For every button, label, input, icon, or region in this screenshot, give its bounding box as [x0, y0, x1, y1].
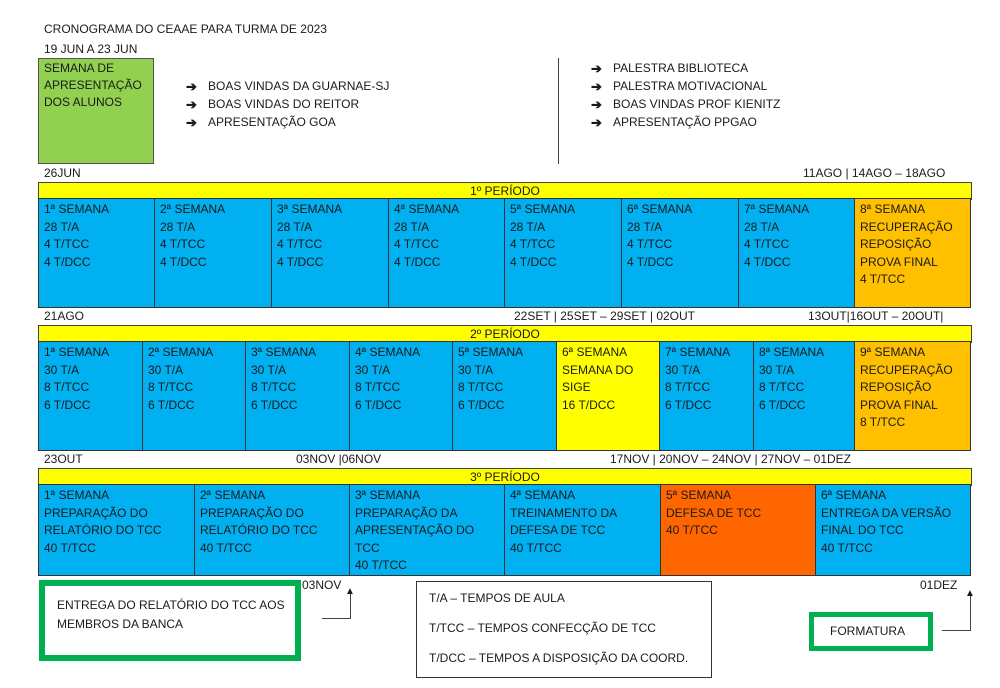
p2-week-cell — [659, 341, 754, 451]
footer-date-01dez: 01DEZ — [920, 578, 958, 592]
week-cell-line: 4 T/DCC — [44, 254, 91, 269]
legend-item: T/DCC – TEMPOS A DISPOSIÇÃO DA COORD. — [429, 651, 689, 665]
legend-item: T/A – TEMPOS DE AULA — [429, 591, 565, 605]
week-cell-line: 30 T/A — [355, 362, 391, 377]
week-cell-line: 8 T/TCC — [251, 380, 297, 394]
week-cell-line: 7ª SEMANA — [744, 202, 810, 216]
p3-mid-dates: 03NOV |06NOV — [296, 452, 382, 466]
list-item: ➔ PALESTRA BIBLIOTECA — [591, 60, 749, 76]
p3-end-dates: 17NOV | 20NOV – 24NOV | 27NOV – 01DEZ — [610, 452, 852, 466]
week-cell-line: RECUPERAÇÃO — [860, 219, 953, 234]
list-item: ➔ BOAS VINDAS DA GUARNAE-SJ — [186, 78, 390, 94]
week-cell-line: 6 T/DCC — [44, 397, 91, 412]
week-cell-line: 8ª SEMANA — [759, 345, 825, 359]
p2-end-dates: 13OUT|16OUT – 20OUT| — [808, 309, 944, 323]
p2-week-cell — [452, 341, 557, 451]
list-item: ➔ BOAS VINDAS DO REITOR — [186, 96, 360, 112]
formatura-box — [809, 612, 933, 651]
week-cell-line: 4 T/DCC — [510, 254, 557, 269]
p2-week-cell — [38, 341, 143, 451]
week-cell-line: DEFESA DE TCC — [510, 523, 606, 537]
p2-start-date: 21AGO — [44, 309, 85, 323]
header-divider — [558, 58, 559, 164]
entrega-line: MEMBROS DA BANCA — [57, 617, 184, 631]
legend-box — [416, 581, 712, 678]
week-cell-line: PREPARAÇÃO DA — [355, 505, 458, 520]
week-cell-line: 5ª SEMANA — [458, 345, 524, 359]
week-cell-line: FINAL DO TCC — [821, 523, 904, 537]
connector-line — [322, 618, 351, 619]
entrega-box — [39, 580, 301, 661]
week-cell-line: 4 T/TCC — [394, 237, 440, 251]
arrow-right-icon: ➔ — [186, 78, 197, 94]
arrow-up-icon: ▲ — [965, 588, 975, 599]
week-cell-line: PROVA FINAL — [860, 254, 938, 269]
arrow-right-icon: ➔ — [591, 96, 602, 112]
week-cell-line: TCC — [355, 540, 380, 555]
presentation-line: SEMANA DE — [44, 61, 115, 75]
week-cell-line: 4ª SEMANA — [510, 488, 576, 502]
week-cell-line: 4 T/TCC — [160, 237, 206, 251]
week-cell-line: REPOSIÇÃO — [860, 380, 932, 394]
week-cell-line: 3ª SEMANA — [277, 202, 343, 216]
lectures-list — [591, 59, 780, 131]
legend-item: T/TCC – TEMPOS CONFECÇÃO DE TCC — [429, 621, 656, 635]
entrega-line: ENTREGA DO RELATÓRIO DO TCC AOS — [57, 598, 285, 612]
week-cell-line: 8 T/TCC — [759, 380, 805, 394]
p3-week-cell — [660, 484, 816, 576]
week-cell-line: 8 T/TCC — [860, 415, 906, 429]
week-cell-line: RELATÓRIO DO TCC — [200, 523, 318, 537]
week-cell-line: 28 T/A — [394, 219, 430, 234]
week-cell-line: 4 T/DCC — [394, 254, 441, 269]
week-cell-line: 40 T/TCC — [510, 540, 562, 555]
week-cell-line: 1ª SEMANA — [44, 202, 110, 216]
week-cell-line: 1ª SEMANA — [44, 488, 110, 502]
p2-mid-dates: 22SET | 25SET – 29SET | 02OUT — [514, 309, 695, 323]
arrow-right-icon: ➔ — [591, 78, 602, 94]
week-cell-line: 4 T/TCC — [277, 237, 323, 251]
week-cell-line: PROVA FINAL — [860, 397, 938, 412]
week-cell-line: 28 T/A — [510, 219, 546, 234]
week-cell-line: 30 T/A — [251, 362, 287, 377]
p2-week-cell — [854, 341, 971, 451]
week-cell-line: 8 T/TCC — [458, 380, 504, 394]
week-cell-line: 4 T/TCC — [627, 237, 673, 251]
week-cell-line: 9ª SEMANA — [860, 345, 926, 359]
week-cell-line: 2ª SEMANA — [200, 488, 266, 502]
p2-week-cell — [753, 341, 855, 451]
connector-line — [942, 630, 971, 631]
week-cell-line: 4 T/DCC — [744, 254, 791, 269]
p3-week-cell — [38, 484, 195, 576]
p1-week-cell — [271, 198, 389, 308]
week-cell-line: 6 T/DCC — [665, 397, 712, 412]
week-cell-line: 8ª SEMANA — [860, 202, 926, 216]
week-cell-line: APRESENTAÇÃO DO — [355, 523, 475, 537]
week-cell-line: TREINAMENTO DA — [510, 505, 618, 520]
week-cell-line: 4 T/DCC — [160, 254, 207, 269]
presentation-line: DOS ALUNOS — [44, 95, 123, 109]
document-title: CRONOGRAMA DO CEAAE PARA TURMA DE 2023 — [44, 22, 327, 36]
p1-week-cell — [388, 198, 505, 308]
period-1-title: 1º PERÍODO — [38, 182, 972, 200]
week-cell-line: 3ª SEMANA — [355, 488, 421, 502]
p3-start-date: 23OUT — [44, 452, 83, 466]
week-cell-line: 30 T/A — [458, 362, 494, 377]
p1-week-cell — [38, 198, 155, 308]
week-cell-line: 7ª SEMANA — [665, 345, 731, 359]
week-cell-line: 6ª SEMANA — [562, 345, 628, 359]
week-cell-line: 28 T/A — [627, 219, 663, 234]
p2-week-cell — [245, 341, 350, 451]
week-cell-line: 6 T/DCC — [355, 397, 402, 412]
list-item: ➔ APRESENTAÇÃO GOA — [186, 114, 336, 130]
p3-week-cell — [194, 484, 350, 576]
week-cell-line: ENTREGA DA VERSÃO — [821, 505, 952, 520]
week-cell-line: 8 T/TCC — [148, 380, 194, 394]
week-cell-line: 40 T/TCC — [355, 558, 407, 572]
footer-date-03nov: 03NOV — [302, 578, 342, 592]
week-cell-line: 40 T/TCC — [821, 540, 873, 555]
week-cell-line: 6ª SEMANA — [627, 202, 693, 216]
week-cell-line: PREPARAÇÃO DO — [44, 505, 148, 520]
week-cell-line: 4 T/TCC — [860, 272, 906, 286]
intro-dates: 19 JUN A 23 JUN — [44, 42, 138, 56]
week-cell-line: 6 T/DCC — [759, 397, 806, 412]
presentation-week-box — [38, 58, 154, 164]
week-cell-line: 4 T/TCC — [510, 237, 556, 251]
week-cell-line: 6 T/DCC — [148, 397, 195, 412]
arrow-up-icon: ▲ — [345, 586, 355, 597]
week-cell-line: 28 T/A — [44, 219, 80, 234]
week-cell-line: 40 T/TCC — [200, 540, 252, 555]
p1-end-dates: 11AGO | 14AGO – 18AGO — [803, 166, 946, 180]
week-cell-line: 6 T/DCC — [251, 397, 298, 412]
week-cell-line: 5ª SEMANA — [510, 202, 576, 216]
week-cell-line: 5ª SEMANA — [666, 488, 732, 502]
week-cell-line: 6ª SEMANA — [821, 488, 887, 502]
p1-week-cell — [738, 198, 855, 308]
p3-week-cell — [504, 484, 661, 576]
formatura-label: FORMATURA — [830, 624, 906, 638]
list-item: ➔ APRESENTAÇÃO PPGAO — [591, 114, 757, 130]
week-cell-line: 4 T/TCC — [744, 237, 790, 251]
arrow-right-icon: ➔ — [591, 60, 602, 76]
week-cell-line: 40 T/TCC — [666, 523, 718, 537]
week-cell-line: 6 T/DCC — [458, 397, 505, 412]
week-cell-line: 28 T/A — [160, 219, 196, 234]
p3-week-cell — [349, 484, 505, 576]
week-cell-line: 30 T/A — [148, 362, 184, 377]
arrow-right-icon: ➔ — [186, 114, 197, 130]
welcome-list — [186, 77, 389, 131]
p1-week-cell — [854, 198, 971, 308]
list-item: ➔ BOAS VINDAS PROF KIENITZ — [591, 96, 781, 112]
week-cell-line: 30 T/A — [665, 362, 701, 377]
week-cell-line: 28 T/A — [277, 219, 313, 234]
p1-week-cell — [154, 198, 272, 308]
p3-week-cell — [815, 484, 971, 576]
week-cell-line: 30 T/A — [44, 362, 80, 377]
week-cell-line: 8 T/TCC — [665, 380, 711, 394]
week-cell-line: 40 T/TCC — [44, 540, 96, 555]
week-cell-line: 28 T/A — [744, 219, 780, 234]
week-cell-line: REPOSIÇÃO — [860, 237, 932, 251]
week-cell-line: 30 T/A — [759, 362, 795, 377]
week-cell-line: 8 T/TCC — [355, 380, 401, 394]
week-cell-line: 4 T/DCC — [277, 254, 324, 269]
p1-start-date: 26JUN — [44, 166, 81, 180]
arrow-right-icon: ➔ — [186, 96, 197, 112]
week-cell-line: DEFESA DE TCC — [666, 505, 762, 520]
period-3-title: 3º PERÍODO — [38, 468, 972, 486]
week-cell-line: SEMANA DO — [562, 362, 634, 377]
p1-week-cell — [621, 198, 739, 308]
presentation-line: APRESENTAÇÃO — [44, 78, 142, 92]
week-cell-line: 4 T/DCC — [627, 254, 674, 269]
week-cell-line: 8 T/TCC — [44, 380, 90, 394]
week-cell-line: 16 T/DCC — [562, 397, 616, 412]
week-cell-line: 4 T/TCC — [44, 237, 90, 251]
week-cell-line: 2ª SEMANA — [160, 202, 226, 216]
week-cell-line: 1ª SEMANA — [44, 345, 110, 359]
week-cell-line: RECUPERAÇÃO — [860, 362, 953, 377]
p2-week-cell — [556, 341, 660, 451]
p2-week-cell — [142, 341, 246, 451]
p1-week-cell — [504, 198, 622, 308]
arrow-right-icon: ➔ — [591, 114, 602, 130]
connector-line — [970, 595, 971, 630]
week-cell-line: RELATÓRIO DO TCC — [44, 523, 162, 537]
week-cell-line: PREPARAÇÃO DO — [200, 505, 304, 520]
period-2-title: 2º PERÍODO — [38, 325, 972, 343]
week-cell-line: 4ª SEMANA — [394, 202, 460, 216]
week-cell-line: 3ª SEMANA — [251, 345, 317, 359]
week-cell-line: 2ª SEMANA — [148, 345, 214, 359]
week-cell-line: 4ª SEMANA — [355, 345, 421, 359]
week-cell-line: SIGE — [562, 380, 591, 394]
p2-week-cell — [349, 341, 453, 451]
list-item: ➔ PALESTRA MOTIVACIONAL — [591, 78, 768, 94]
